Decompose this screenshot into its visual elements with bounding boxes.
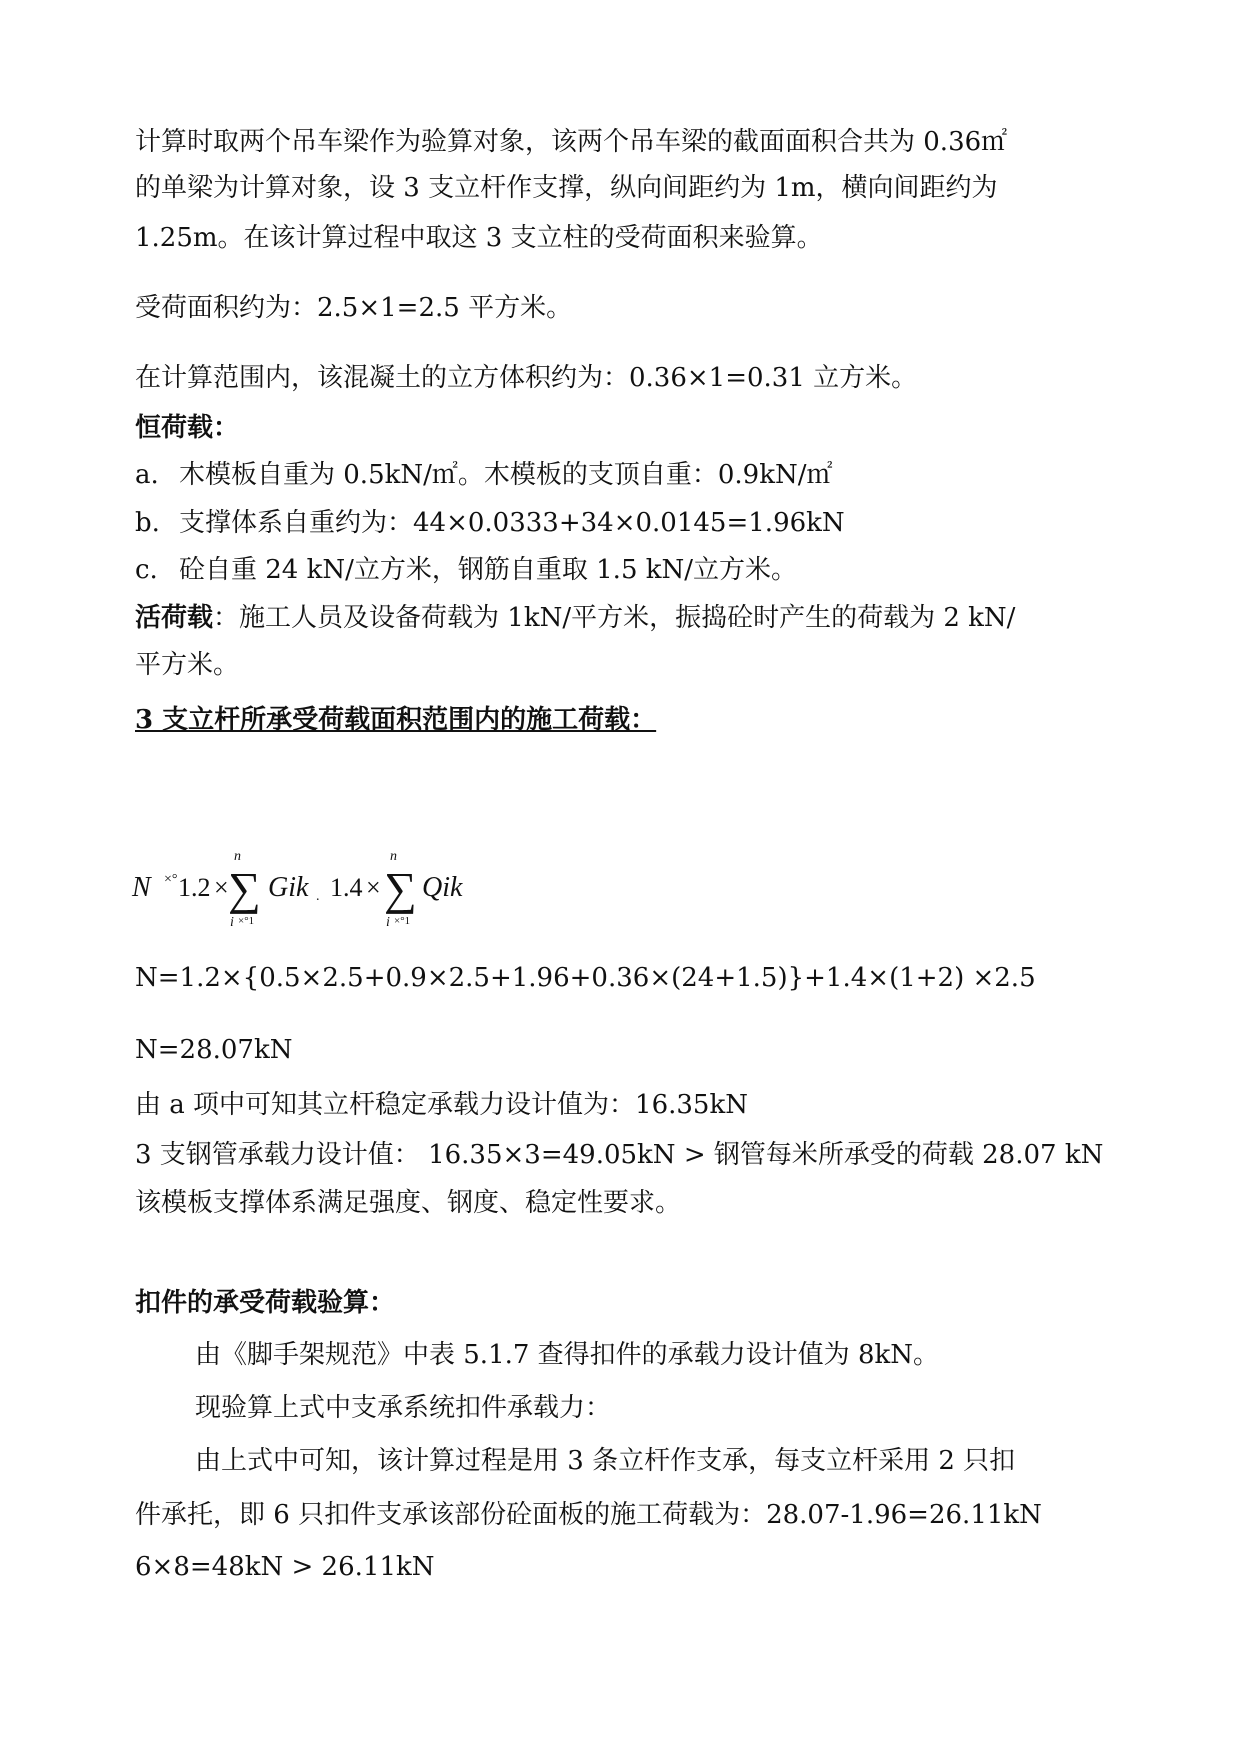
dead-load-item-a [135, 455, 833, 495]
concrete-volume-text: 在计算范围内，该混凝土的立方体积约为：0.36×1=0.31 立方米。 [135, 363, 918, 393]
fastener-paragraph-4: 6×8=48kN > 26.11kN [135, 1552, 435, 1582]
item-text: 支撑体系自重约为：44×0.0333+34×0.0145=1.96kN [179, 508, 845, 538]
live-load-line-1 [135, 598, 1015, 638]
sigma-icon: ∑ [228, 863, 261, 914]
formula-times-1: × [214, 873, 229, 902]
formula-n: N [132, 872, 151, 903]
formula-index-glyph: ×°1 [238, 915, 255, 927]
formula-index-glyph: ×°1 [394, 915, 411, 927]
formula-q: Qik [422, 872, 463, 903]
stability-value-text: 由 a 项中可知其立杆稳定承载力设计值为：16.35kN [135, 1090, 748, 1120]
formula-sum-lower-2: i [386, 915, 390, 930]
item-text: 木模板自重为 0.5kN/㎡。木模板的支顶自重：0.9kN/㎡ [179, 460, 833, 490]
intro-line-1: 计算时取两个吊车梁作为验算对象，该两个吊车梁的截面面积合共为 0.36㎡ [135, 127, 1008, 157]
item-label: b. [135, 508, 160, 538]
construction-load-heading: 3 支立杆所承受荷载面积范围内的施工荷载： [135, 705, 657, 735]
dead-load-item-c [135, 550, 797, 590]
load-formula [130, 838, 510, 928]
formula-svg [130, 838, 510, 928]
intro-line-2: 的单梁为计算对象，设 3 支立杆作支撑，纵向间距约为 1m，横向间距约为 [135, 173, 998, 203]
sigma-icon: ∑ [384, 863, 417, 914]
fastener-paragraph-2: 现验算上式中支承系统扣件承载力： [195, 1393, 612, 1423]
formula-plus-glyph: . [316, 889, 320, 904]
item-label: a. [135, 460, 159, 490]
item-label: c. [135, 555, 158, 585]
live-load-line-2: 平方米。 [135, 650, 240, 680]
live-load-heading: 活荷载 [135, 603, 214, 633]
formula-sum-upper-2: n [390, 849, 397, 864]
item-text: 砼自重 24 kN/立方米，钢筋自重取 1.5 kN/立方米。 [179, 555, 798, 585]
formula-coef-2: 1.4 [330, 873, 363, 902]
formula-coef-1: 1.2 [178, 873, 211, 902]
formula-g: Gik [268, 872, 309, 903]
formula-times-2: × [366, 873, 381, 902]
intro-line-3: 1.25m。在该计算过程中取这 3 支立柱的受荷面积来验算。 [135, 223, 823, 253]
formula-sum-upper-1: n [234, 849, 241, 864]
pipes-value-text: 3 支钢管承载力设计值： 16.35×3=49.05kN > 钢管每米所承受的荷载 28.07 kN [135, 1140, 1104, 1170]
fastener-heading: 扣件的承受荷载验算： [135, 1288, 396, 1318]
conclusion-text: 该模板支撑体系满足强度、钢度、稳定性要求。 [135, 1188, 682, 1218]
calc-n-expression: N=1.2×{0.5×2.5+0.9×2.5+1.96+0.36×(24+1.5)}+1.4×(1+2) ×2.5 [135, 963, 1036, 993]
live-load-text: ：施工人员及设备荷载为 1kN/平方米，振捣砼时产生的荷载为 2 kN/ [213, 603, 1016, 633]
formula-sum-lower-1: i [230, 915, 234, 930]
dead-load-heading: 恒荷载： [135, 413, 240, 443]
load-area-text: 受荷面积约为：2.5×1=2.5 平方米。 [135, 293, 573, 323]
calc-n-result: N=28.07kN [135, 1035, 293, 1065]
fastener-paragraph-3-line-1: 由上式中可知，该计算过程是用 3 条立杆作支承，每支立杆采用 2 只扣 [195, 1446, 1016, 1476]
fastener-paragraph-1: 由《脚手架规范》中表 5.1.7 查得扣件的承载力设计值为 8kN。 [195, 1340, 939, 1370]
dead-load-item-b [135, 503, 845, 543]
fastener-paragraph-3-line-2: 件承托，即 6 只扣件支承该部份砼面板的施工荷载为：28.07-1.96=26.11kN [135, 1500, 1042, 1530]
formula-equals-glyph: ×° [164, 872, 178, 887]
